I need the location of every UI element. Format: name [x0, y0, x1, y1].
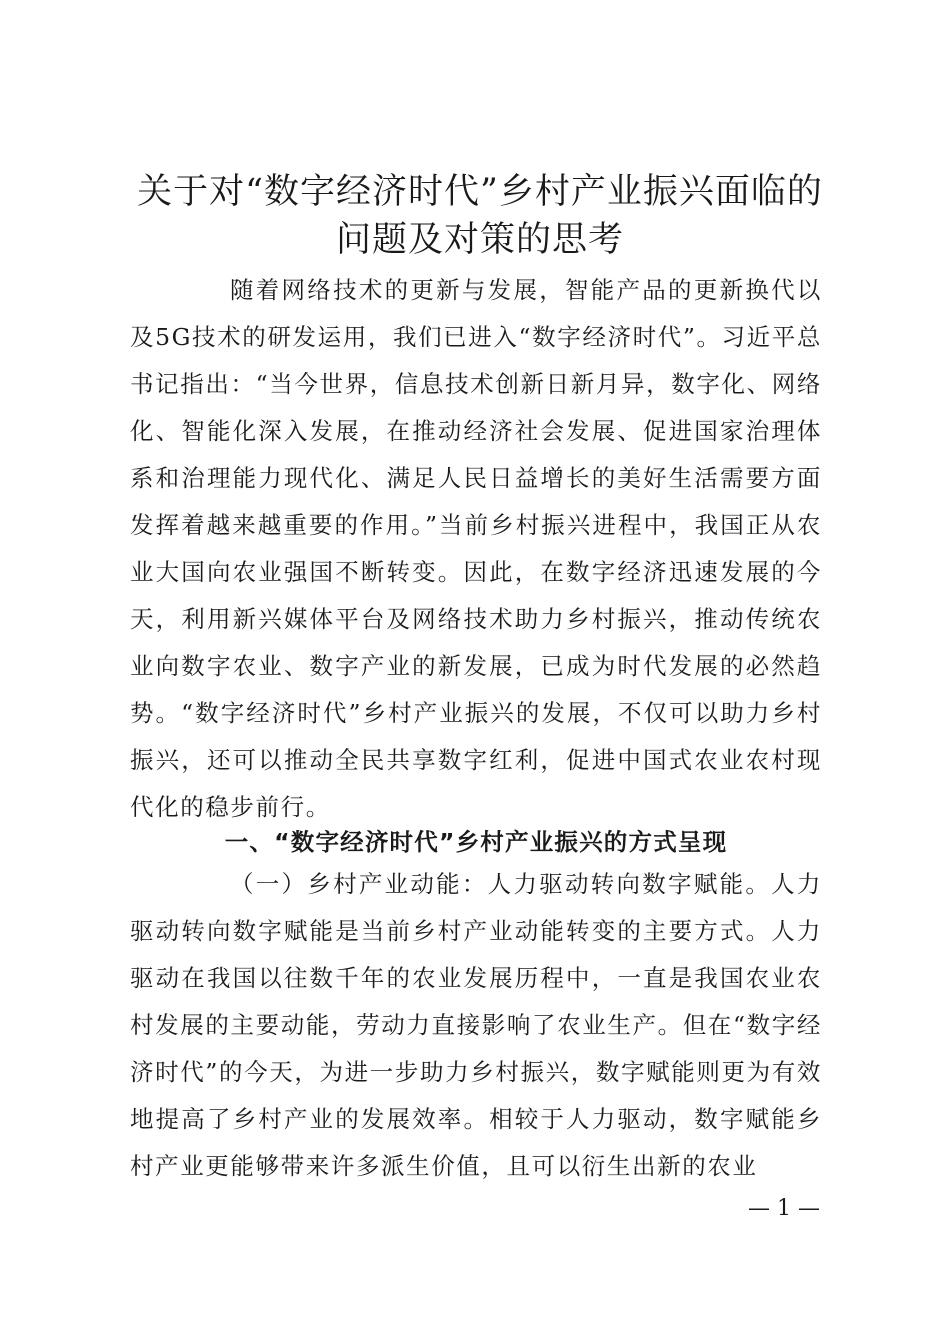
title-line-1: 关于对“数字经济时代”乡村产业振兴面临的	[137, 172, 823, 212]
intro-paragraph: 随着网络技术的更新与发展，智能产品的更新换代以及5G技术的研发运用，我们已进入“数字经济时代”。习近平总书记指出：“当今世界，信息技术创新日新月异，数字化、网络化、智能化深入发展，在推动经济社会发展、促进国家治理体系和治理能力现代化、满足人民日益增长的美好生活需要方面发挥着越来越重要的作用。”当前乡村振兴进程中，我国正从农业大国向农业强国不断转变。因此，在数字经济迅速发展的今天，利用新兴媒体平台及网络技术助力乡村振兴，推动传统农业向数字农业、数字产业的新发展，已成为时代发展的必然趋势。“数字经济时代”乡村产业振兴的发展，不仅可以助力乡村振兴，还可以推动全民共享数字红利，促进中国式农业农村现代化的稳步前行。	[130, 276, 822, 821]
title-line-2: 问题及对策的思考	[335, 220, 624, 260]
page-number: — 1 —	[748, 1196, 820, 1221]
section-heading-1: 一、“数字经济时代”乡村产业振兴的方式呈现	[224, 828, 728, 856]
document-title	[110, 168, 850, 264]
section-1-paragraph-1: （一）乡村产业动能：人力驱动转向数字赋能。人力驱动转向数字赋能是当前乡村产业动能转变的主要方式。人力驱动在我国以往数千年的农业发展历程中，一直是我国农业农村发展的主要动能，劳动力直接影响了农业生产。但在“数字经济时代”的今天，为进一步助力乡村振兴，数字赋能则更为有效地提高了乡村产业的发展效率。相较于人力驱动，数字赋能乡村产业更能够带来许多派生价值，且可以衍生出新的农业	[130, 870, 822, 1180]
